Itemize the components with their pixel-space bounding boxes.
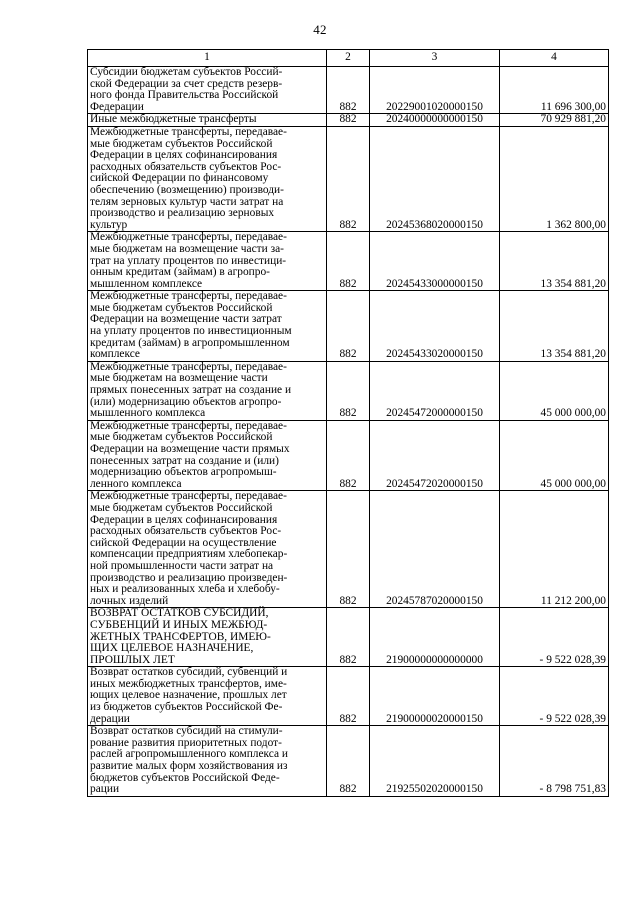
row-name: Субсидии бюджетам субъектов Россий- ской Федерации за счет средств резерв- ного фонда Правительства Российской Федерации [88,67,327,114]
row-amount: - 8 798 751,83 [500,726,609,797]
table-row [88,114,609,127]
row-name: Иные межбюджетные трансферты [88,114,327,127]
row-budget-code: 21900000020000150 [370,667,500,726]
row-admin-code: 882 [327,126,370,231]
table-row [88,726,609,797]
row-admin-code: 882 [327,420,370,491]
row-admin-code: 882 [327,667,370,726]
row-admin-code: 882 [327,361,370,420]
row-admin-code: 882 [327,232,370,291]
header-col-3: 3 [370,50,500,67]
row-amount: 70 929 881,20 [500,114,609,127]
row-admin-code: 882 [327,608,370,667]
header-col-1: 1 [88,50,327,67]
table-row [88,126,609,231]
row-name: Межбюджетные трансферты, передавае- мые бюджетам субъектов Российской Федерации на возмещение части прямых понесенных затрат на создание и (или) модернизацию объектов агропромыш- ленного комплекса [88,420,327,491]
table-row [88,291,609,362]
row-budget-code: 20229001020000150 [370,67,500,114]
row-admin-code: 882 [327,114,370,127]
row-amount: 45 000 000,00 [500,361,609,420]
row-budget-code: 20245433000000150 [370,232,500,291]
table-row [88,232,609,291]
table-row [88,420,609,491]
row-admin-code: 882 [327,491,370,608]
budget-table [87,49,609,797]
header-col-2: 2 [327,50,370,67]
row-budget-code: 20245368020000150 [370,126,500,231]
row-name: Межбюджетные трансферты, передавае- мые бюджетам субъектов Российской Федерации в целях софинансирования расходных обязательств субъектов Рос- сийской Федерации на осуществление компенсации предприятиям хлебопекар- ной промышленности части затрат на производство и реализацию произведен- ных и реализованных хлеба и хлебобу- лочных изделий [88,491,327,608]
row-admin-code: 882 [327,67,370,114]
table-row [88,361,609,420]
row-budget-code: 20245472020000150 [370,420,500,491]
header-col-4: 4 [500,50,609,67]
row-name: Возврат остатков субсидий на стимули- рование развития приоритетных подот- раслей агропромышленного комплекса и развитие малых форм хозяйствования из бюджетов субъектов Российской Феде- рации [88,726,327,797]
row-budget-code: 20245787020000150 [370,491,500,608]
row-budget-code: 21900000000000000 [370,608,500,667]
table-row [88,491,609,608]
table-row [88,67,609,114]
page-number: 42 [313,22,327,37]
row-amount: 13 354 881,20 [500,232,609,291]
row-amount: 13 354 881,20 [500,291,609,362]
row-amount: - 9 522 028,39 [500,667,609,726]
table-row [88,667,609,726]
row-amount: - 9 522 028,39 [500,608,609,667]
row-budget-code: 20240000000000150 [370,114,500,127]
row-name: Межбюджетные трансферты, передавае- мые бюджетам на возмещение части за- трат на уплату процентов по инвестици- онным кредитам (займам) в агропро- мышленном комплексе [88,232,327,291]
row-name: Возврат остатков субсидий, субвенций и иных межбюджетных трансфертов, име- ющих целевое назначение, прошлых лет из бюджетов субъектов Российской Фе- дерации [88,667,327,726]
row-amount: 11 212 200,00 [500,491,609,608]
row-admin-code: 882 [327,726,370,797]
table-header-row [88,50,609,67]
row-amount: 1 362 800,00 [500,126,609,231]
row-name: Межбюджетные трансферты, передавае- мые бюджетам субъектов Российской Федерации в целях софинансирования расходных обязательств субъектов Рос- сийской Федерации по финансовому обеспечению (возмещению) производи- телям зерновых культур части затрат на производство и реализацию зерновых культур [88,126,327,231]
row-name: Межбюджетные трансферты, передавае- мые бюджетам субъектов Российской Федерации на возмещение части затрат на уплату процентов по инвестиционным кредитам (займам) в агропромышленном комплексе [88,291,327,362]
row-amount: 45 000 000,00 [500,420,609,491]
row-amount: 11 696 300,00 [500,67,609,114]
row-name: ВОЗВРАТ ОСТАТКОВ СУБСИДИЙ, СУБВЕНЦИЙ И ИНЫХ МЕЖБЮД- ЖЕТНЫХ ТРАНСФЕРТОВ, ИМЕЮ- ЩИХ ЦЕЛЕВОЕ НАЗНАЧЕНИЕ, ПРОШЛЫХ ЛЕТ [88,608,327,667]
row-budget-code: 20245472000000150 [370,361,500,420]
row-budget-code: 20245433020000150 [370,291,500,362]
row-budget-code: 21925502020000150 [370,726,500,797]
table-row [88,608,609,667]
row-name: Межбюджетные трансферты, передавае- мые бюджетам на возмещение части прямых понесенных затрат на создание и (или) модернизацию объектов агропро- мышленного комплекса [88,361,327,420]
row-admin-code: 882 [327,291,370,362]
